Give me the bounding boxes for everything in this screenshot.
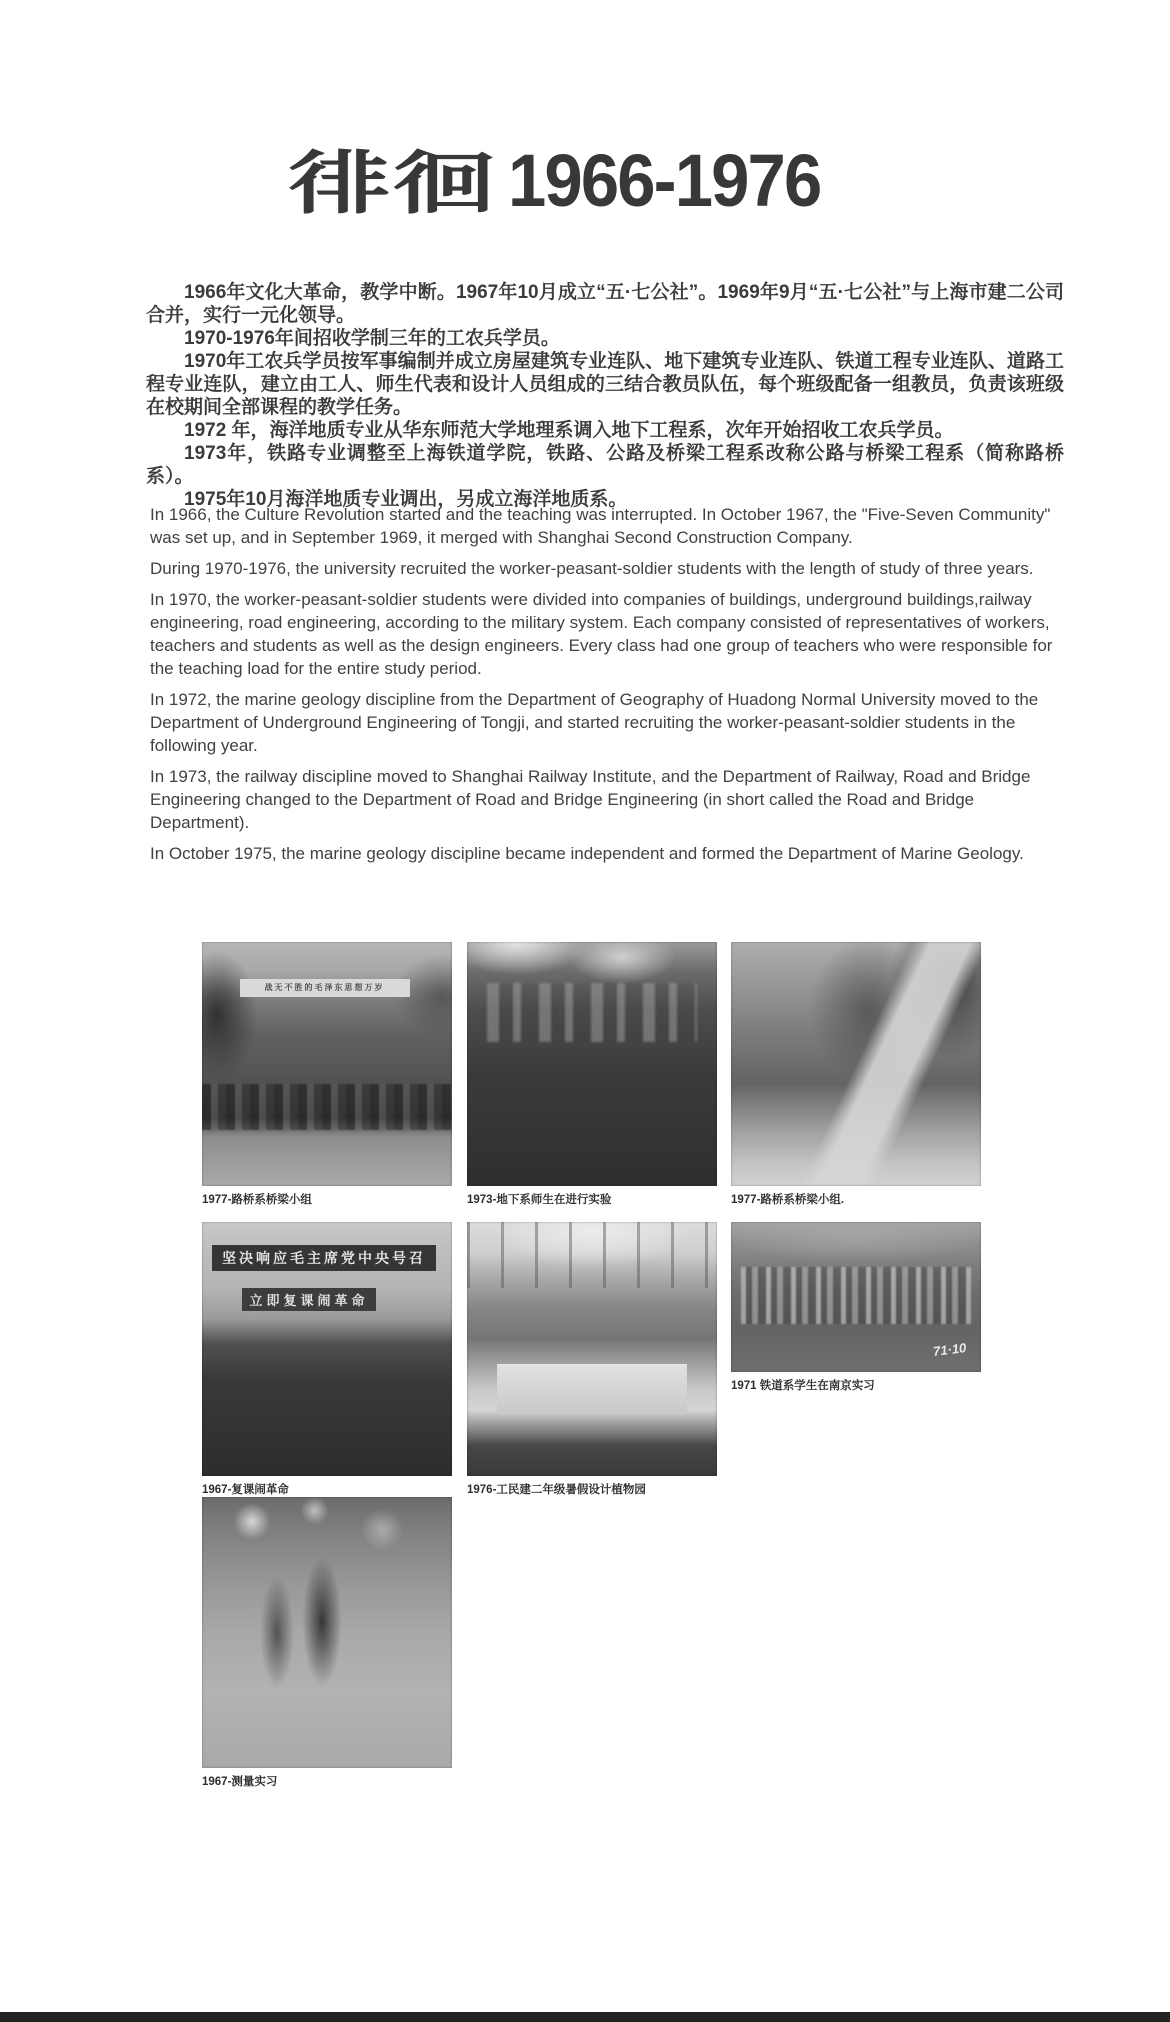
en-paragraph-4: In 1972, the marine geology discipline from the Department of Geography of Huadong Normal University moved to the Department of Underground Engineering of Tongji, and started recruiting the worker-peasant-soldier students in the following year. [150,690,1039,755]
zh-paragraph-2: 1970-1976年间招收学制三年的工农兵学员。 [184,328,560,349]
en-paragraph-6: In October 1975, the marine geology discipline became independent and formed the Department of Marine Geology. [150,844,1024,863]
en-paragraph-5: In 1973, the railway discipline moved to Shanghai Railway Institute, and the Department of Railway, Road and Bridge Engineering changed to the Department of Road and Bridge Engineering (in short called the Road and Bridge Department). [150,767,1031,832]
title-cjk-text: 徘徊 [288,146,499,222]
zh-paragraph-4: 1972 年，海洋地质专业从华东师范大学地理系调入地下工程系，次年开始招收工农兵学员。 [184,420,954,441]
photo-image-surveying [202,1497,452,1768]
title-years-text: 1966-1976 [508,139,821,222]
photo-caption: 1977-路桥系桥梁小组 [202,1194,312,1206]
photo-image-group-before-building [202,942,452,1186]
footer-bar [0,2012,1170,2022]
photo-caption: 1967-复课闹革命 [202,1484,289,1496]
photo-caption: 1973-地下系师生在进行实验 [467,1194,612,1206]
photo-caption: 1967-测量实习 [202,1776,278,1788]
photo-summer-design-1976 [467,1222,717,1497]
zh-paragraph-6: 1975年10月海洋地质专业调出，另成立海洋地质系。 [184,489,628,510]
photo-underground-experiment-1973 [467,942,717,1207]
en-paragraph-1: In 1966, the Culture Revolution started and the teaching was interrupted. In October 1967, the "Five-Seven Community" was set up, and in September 1969, it merged with Shanghai Second Construction Company. [150,505,1051,547]
photo-wall-slogan-line1: 坚决响应毛主席党中央号召 [212,1245,436,1271]
photo-survey-practice-1967 [202,1497,452,1789]
en-paragraph-2: During 1970-1976, the university recruited the worker-peasant-soldier students with the length of study of three years. [150,559,1034,578]
photo-image-field-experiment [467,942,717,1186]
photo-bridge-team-1977 [202,942,452,1207]
photo-roof-banner-text: 战无不胜的毛泽东思想万岁 [240,979,410,997]
photo-caption: 1976-工民建二年级暑假设计植物园 [467,1484,646,1496]
photo-image-drafting-table [467,1222,717,1476]
zh-paragraph-1: 1966年文化大革命，教学中断。1967年10月成立“五·七公社”。1969年9月“五·七公社”与上海市建二公司合并，实行一元化领导。 [146,282,1064,326]
photo-bridge-team-1977-b [731,942,981,1207]
photo-handwriting-date: 71·10 [931,1340,967,1359]
english-summary [150,503,1058,873]
photo-caption: 1977-路桥系桥梁小组. [731,1194,845,1206]
zh-paragraph-3: 1970年工农兵学员按军事编制并成立房屋建筑专业连队、地下建筑专业连队、铁道工程专业连队、道路工程专业连队，建立由工人、师生代表和设计人员组成的三结合教员队伍，每个班级配备一组教员，负责该班级在校期间全部课程的教学任务。 [146,351,1064,418]
en-paragraph-3: In 1970, the worker-peasant-soldier students were divided into companies of buildings, underground buildings,railway engineering, road engineering, according to the military system. Each company consisted of representatives of workers, teachers and students as well as the design engineers. Every class had one group of teachers who were responsible for the teaching load for the entire study period. [150,590,1053,678]
zh-paragraph-5: 1973年，铁路专业调整至上海铁道学院，铁路、公路及桥梁工程系改称公路与桥梁工程系（简称路桥系）。 [146,443,1064,487]
photo-image-students-working [731,942,981,1186]
chinese-summary [146,281,1064,511]
photo-wall-slogan-line2: 立即复课闹革命 [242,1288,376,1311]
photo-image-group-photo [731,1222,981,1372]
photo-caption: 1971 铁道系学生在南京实习 [731,1380,875,1392]
photo-class-resumption-1967 [202,1222,452,1497]
photo-nanjing-internship-1971 [731,1222,981,1393]
photo-image-classroom [202,1222,452,1476]
